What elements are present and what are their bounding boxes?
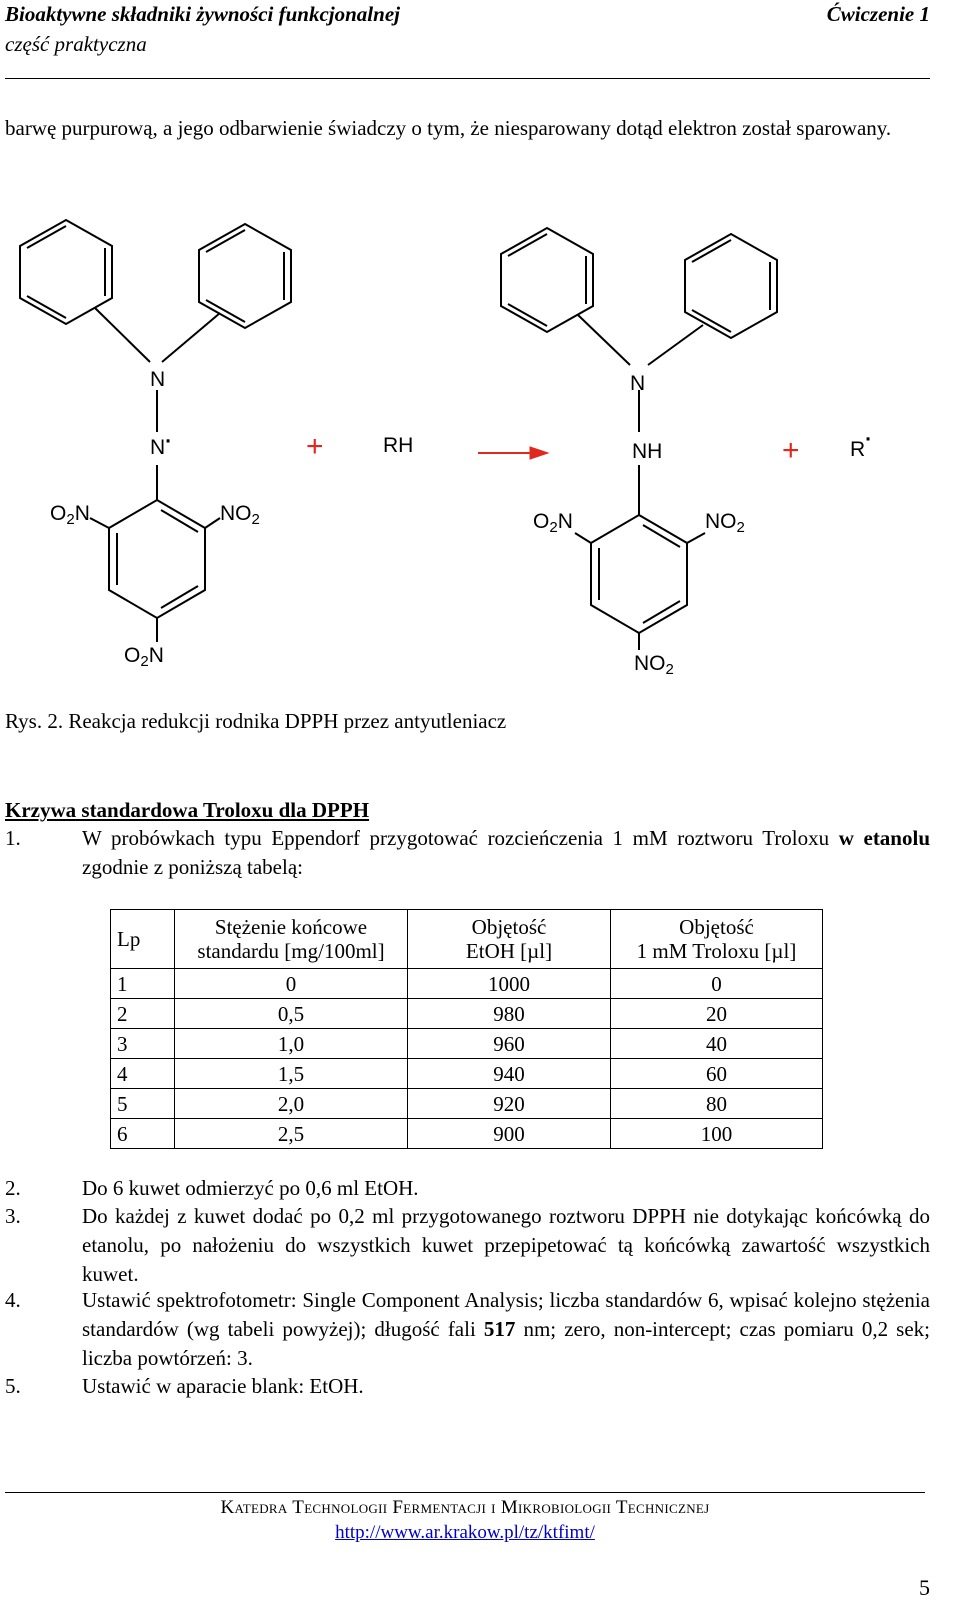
cell-lp: 6 bbox=[111, 1119, 175, 1149]
dpph-reaction-diagram bbox=[0, 210, 960, 690]
no2-label: $NO_2$ bbox=[634, 652, 674, 678]
step-1 bbox=[5, 824, 930, 884]
rh-label: RH bbox=[383, 434, 414, 457]
cell-lp: 3 bbox=[111, 1029, 175, 1059]
step-number: 3. bbox=[5, 1204, 21, 1228]
section-title: Krzywa standardowa Troloxu dla DPPH bbox=[5, 798, 370, 822]
header-lp: Lp bbox=[111, 910, 175, 969]
trolox-dilution-table bbox=[110, 909, 823, 1149]
page-number: 5 bbox=[919, 1575, 930, 1600]
table-row bbox=[111, 969, 823, 999]
table-row bbox=[111, 1029, 823, 1059]
step-5 bbox=[5, 1372, 930, 1402]
header-rule bbox=[5, 78, 930, 79]
header-etoh-volume: Objętość EtOH [µl] bbox=[408, 910, 611, 969]
table-header-row bbox=[111, 910, 823, 969]
cell-concentration: 1,5 bbox=[175, 1059, 408, 1089]
no2-label: $NO_2$ bbox=[705, 510, 745, 536]
table-row bbox=[111, 1089, 823, 1119]
cell-etoh-volume: 920 bbox=[408, 1089, 611, 1119]
cell-concentration: 1,0 bbox=[175, 1029, 408, 1059]
cell-trolox-volume: 0 bbox=[611, 969, 823, 999]
cell-trolox-volume: 80 bbox=[611, 1089, 823, 1119]
step-text: Do każdej z kuwet dodać po 0,2 ml przygotowanego roztworu DPPH nie dotykając końcówką do etanolu, po nałożeniu do wszystkich kuwet przepipetować tą końcówką zawartość wszystkich kuwet. bbox=[82, 1204, 930, 1286]
nh-label: NH bbox=[632, 440, 663, 463]
step-number: 1. bbox=[5, 826, 21, 850]
phenyl-ring bbox=[20, 220, 112, 324]
cell-etoh-volume: 980 bbox=[408, 999, 611, 1029]
cell-trolox-volume: 100 bbox=[611, 1119, 823, 1149]
phenyl-ring bbox=[199, 224, 291, 328]
step-text: Ustawić spektrofotometr: Single Component Analysis; liczba standardów 6, wpisać kolejno stężenia standardów (wg tabeli powyżej); długość fali 517 nm; zero, non-intercept; czas pomiaru 0,2 sek; liczba powtórzeń: 3. bbox=[82, 1288, 930, 1370]
exercise-label: Ćwiczenie 1 bbox=[826, 2, 930, 26]
cell-lp: 2 bbox=[111, 999, 175, 1029]
step-text: W probówkach typu Eppendorf przygotować rozcieńczenia 1 mM roztworu Troloxu w etanolu zgodnie z poniższą tabelą: bbox=[82, 826, 931, 879]
step-text: Ustawić w aparacie blank: EtOH. bbox=[82, 1374, 364, 1398]
cell-trolox-volume: 60 bbox=[611, 1059, 823, 1089]
phenyl-ring bbox=[685, 234, 777, 338]
picryl-ring bbox=[591, 515, 687, 633]
step-number: 5. bbox=[5, 1374, 21, 1398]
cell-trolox-volume: 40 bbox=[611, 1029, 823, 1059]
cell-concentration: 2,0 bbox=[175, 1089, 408, 1119]
header-concentration: Stężenie końcowe standardu [mg/100ml] bbox=[175, 910, 408, 969]
picryl-ring bbox=[109, 500, 205, 618]
cell-etoh-volume: 960 bbox=[408, 1029, 611, 1059]
step-3 bbox=[5, 1202, 930, 1292]
header-trolox-volume: Objętość 1 mM Troloxu [µl] bbox=[611, 910, 823, 969]
footer-link-wrap bbox=[0, 1522, 930, 1544]
table-row bbox=[111, 1059, 823, 1089]
step-2 bbox=[5, 1174, 930, 1204]
plus-sign: + bbox=[782, 434, 800, 467]
cell-etoh-volume: 1000 bbox=[408, 969, 611, 999]
document-title: Bioaktywne składniki żywności funkcjonalnej bbox=[5, 2, 400, 26]
cell-lp: 5 bbox=[111, 1089, 175, 1119]
plus-sign: + bbox=[306, 430, 324, 463]
o2n-label: $O_2N$ bbox=[124, 644, 164, 670]
cell-trolox-volume: 20 bbox=[611, 999, 823, 1029]
table-row bbox=[111, 999, 823, 1029]
n-atom-label: N bbox=[630, 372, 646, 395]
cell-lp: 4 bbox=[111, 1059, 175, 1089]
cell-etoh-volume: 900 bbox=[408, 1119, 611, 1149]
table-row bbox=[111, 1119, 823, 1149]
footer-rule bbox=[5, 1492, 925, 1493]
step-number: 4. bbox=[5, 1288, 21, 1312]
o2n-label: $O_2N$ bbox=[50, 502, 90, 528]
cell-concentration: 0,5 bbox=[175, 999, 408, 1029]
cell-concentration: 0 bbox=[175, 969, 408, 999]
no2-label: $NO_2$ bbox=[220, 502, 260, 528]
n-radical-label: N· bbox=[150, 430, 173, 459]
figure-caption: Rys. 2. Reakcja redukcji rodnika DPPH przez antyutleniacz bbox=[5, 709, 507, 733]
step-4 bbox=[5, 1286, 930, 1376]
intro-paragraph: barwę purpurową, a jego odbarwienie świadczy o tym, że niesparowany dotąd elektron został sparowany. bbox=[5, 116, 892, 140]
cell-etoh-volume: 940 bbox=[408, 1059, 611, 1089]
step-text: Do 6 kuwet odmierzyć po 0,6 ml EtOH. bbox=[82, 1176, 419, 1200]
r-radical-label: R· bbox=[850, 428, 873, 461]
footer-institution: Katedra Technologii Fermentacji i Mikrobiologii Technicznej bbox=[220, 1497, 710, 1518]
o2n-label: $O_2N$ bbox=[533, 510, 573, 536]
cell-concentration: 2,5 bbox=[175, 1119, 408, 1149]
n-atom-label: N bbox=[150, 368, 166, 391]
step-number: 2. bbox=[5, 1176, 21, 1200]
cell-lp: 1 bbox=[111, 969, 175, 999]
document-subtitle: część praktyczna bbox=[5, 32, 147, 56]
reaction-arrow bbox=[478, 447, 548, 459]
footer-url-link[interactable]: http://www.ar.krakow.pl/tz/ktfimt/ bbox=[335, 1522, 595, 1543]
